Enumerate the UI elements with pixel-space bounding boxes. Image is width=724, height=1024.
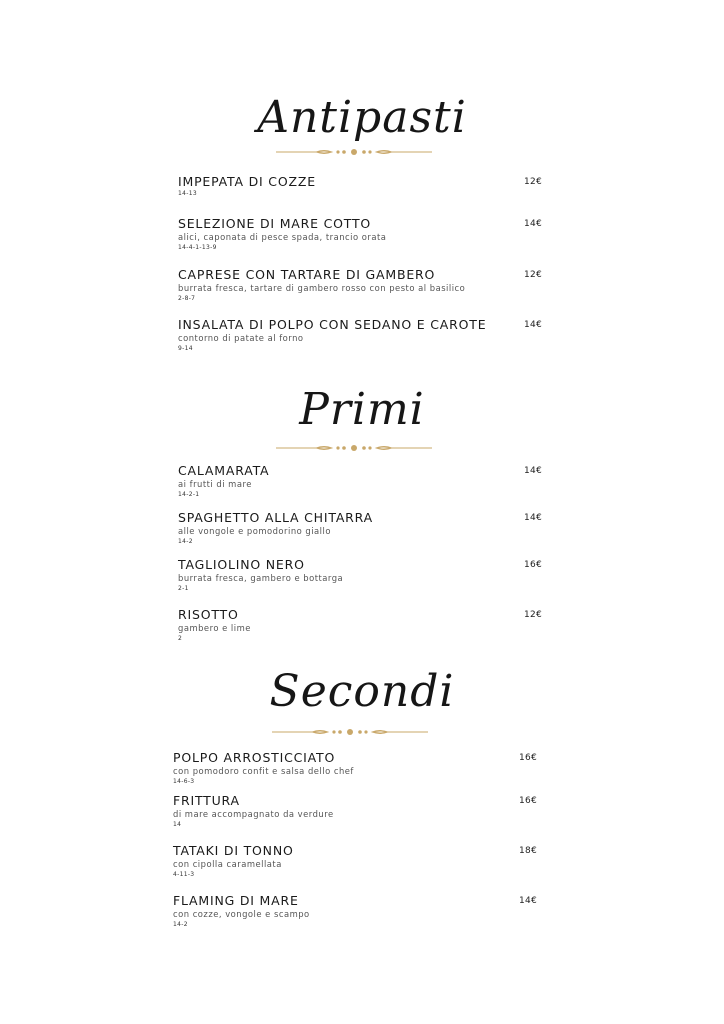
item-price: 12€	[524, 177, 543, 187]
item-price: 18€	[519, 846, 538, 856]
item-description: alle vongole e pomodorino giallo	[178, 526, 331, 536]
menu-item	[173, 750, 543, 786]
item-name: FLAMING DI MARE	[173, 893, 299, 908]
item-allergens: 14-2	[178, 538, 193, 545]
menu-item	[173, 893, 543, 929]
section-title-antipasti: Antipasti	[257, 92, 467, 143]
menu-item	[178, 463, 548, 499]
item-allergens: 14	[173, 821, 182, 828]
item-description: con pomodoro confit e salsa dello chef	[173, 766, 354, 776]
menu-item	[178, 317, 548, 353]
item-name: TATAKI DI TONNO	[173, 843, 294, 858]
ornament-divider	[276, 146, 432, 158]
menu-item	[178, 267, 548, 303]
item-allergens: 14-13	[178, 190, 197, 197]
item-allergens: 14-2	[173, 921, 188, 928]
item-allergens: 2-8-7	[178, 295, 196, 302]
item-allergens: 9-14	[178, 345, 193, 352]
item-price: 16€	[519, 796, 538, 806]
item-price: 16€	[524, 560, 543, 570]
menu-item	[173, 843, 543, 879]
item-name: FRITTURA	[173, 793, 240, 808]
item-allergens: 14-4-1-13-9	[178, 244, 217, 251]
item-name: SELEZIONE DI MARE COTTO	[178, 216, 372, 231]
item-price: 14€	[524, 466, 543, 476]
item-price: 14€	[524, 219, 543, 229]
item-name: SPAGHETTO ALLA CHITARRA	[178, 510, 373, 525]
menu-item	[178, 174, 548, 198]
item-description: con cozze, vongole e scampo	[173, 909, 310, 919]
item-name: CAPRESE CON TARTARE DI GAMBERO	[178, 267, 436, 282]
item-price: 14€	[524, 513, 543, 523]
item-description: gambero e lime	[178, 623, 251, 633]
item-price: 12€	[524, 270, 543, 280]
item-name: TAGLIOLINO NERO	[178, 557, 305, 572]
item-description: alici, caponata di pesce spada, trancio orata	[178, 232, 387, 242]
item-allergens: 2-1	[178, 585, 189, 592]
menu-item	[173, 793, 543, 829]
item-name: IMPEPATA DI COZZE	[178, 174, 316, 189]
item-description: burrata fresca, gambero e bottarga	[178, 573, 344, 583]
ornament-divider	[272, 726, 428, 738]
item-description: contorno di patate al forno	[178, 333, 304, 343]
item-name: RISOTTO	[178, 607, 239, 622]
section-title-primi: Primi	[299, 384, 425, 435]
item-description: ai frutti di mare	[178, 479, 252, 489]
item-allergens: 14-6-3	[173, 778, 195, 785]
item-price: 12€	[524, 610, 543, 620]
item-allergens: 4-11-3	[173, 871, 195, 878]
item-price: 14€	[524, 320, 543, 330]
item-description: con cipolla caramellata	[173, 859, 282, 869]
item-allergens: 2	[178, 635, 183, 642]
item-name: INSALATA DI POLPO CON SEDANO E CAROTE	[178, 317, 487, 332]
item-allergens: 14-2-1	[178, 491, 200, 498]
menu-item	[178, 607, 548, 643]
item-price: 14€	[519, 896, 538, 906]
section-title-secondi: Secondi	[269, 666, 455, 717]
item-description: di mare accompagnato da verdure	[173, 809, 334, 819]
item-price: 16€	[519, 753, 538, 763]
ornament-divider	[276, 442, 432, 454]
item-name: CALAMARATA	[178, 463, 270, 478]
menu-item	[178, 510, 548, 546]
menu-item	[178, 216, 548, 252]
item-name: POLPO ARROSTICCIATO	[173, 750, 336, 765]
item-description: burrata fresca, tartare di gambero rosso con pesto al basilico	[178, 283, 466, 293]
menu-item	[178, 557, 548, 593]
